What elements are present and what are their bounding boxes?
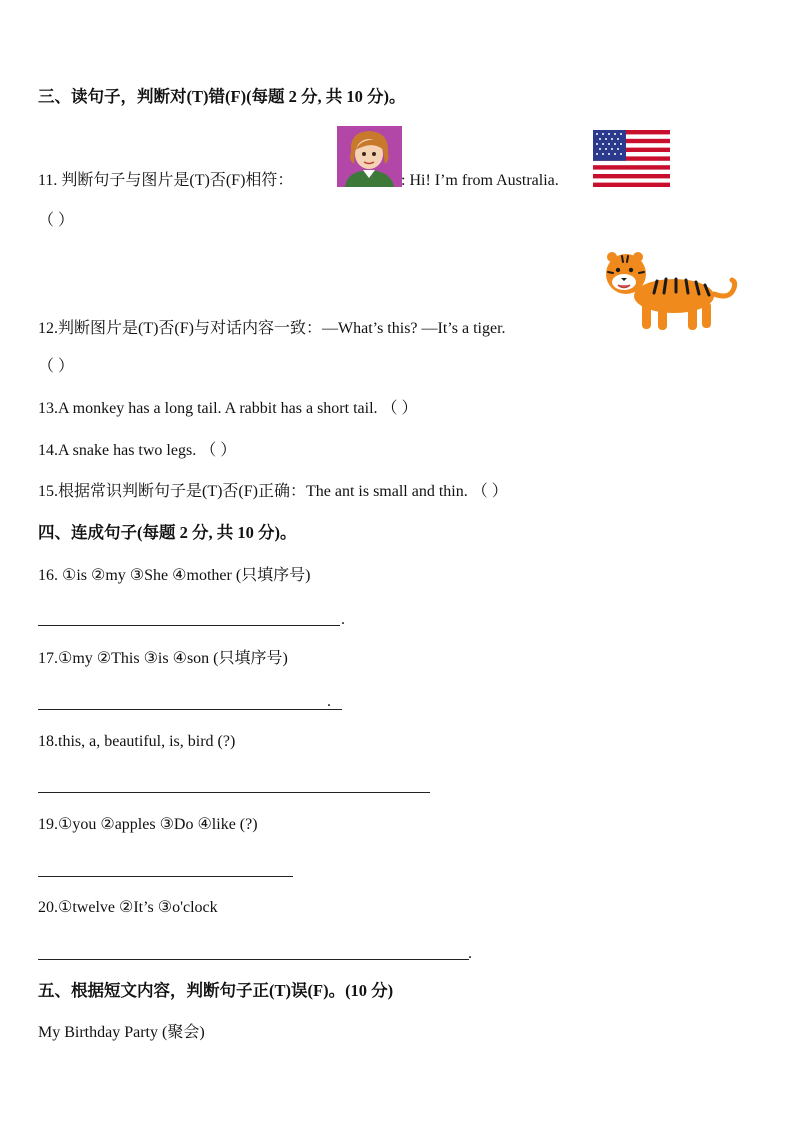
question-19-answer-line[interactable] bbox=[38, 875, 293, 877]
tiger-image bbox=[602, 248, 740, 334]
question-16-period: . bbox=[341, 611, 345, 628]
question-18: 18.this, a, beautiful, is, bird (?) bbox=[38, 733, 236, 750]
question-19: 19.①you ②apples ③Do ④like (?) bbox=[38, 816, 258, 833]
question-14: 14.A snake has two legs. （ ） bbox=[38, 442, 237, 459]
question-17-period: . bbox=[327, 693, 331, 710]
question-17: 17.①my ②This ③is ④son (只填序号) bbox=[38, 650, 288, 667]
usa-flag-image bbox=[593, 130, 670, 187]
question-20: 20.①twelve ②It’s ③o'clock bbox=[38, 899, 218, 916]
question-16-answer-line[interactable] bbox=[38, 624, 340, 626]
section-5-title: 五、根据短文内容，判断句子正(T)误(F)。(10 分) bbox=[38, 981, 394, 1000]
question-15: 15.根据常识判断句子是(T)否(F)正确：The ant is small and thin. （ ） bbox=[38, 483, 508, 500]
question-20-answer-line[interactable] bbox=[38, 958, 469, 960]
question-11-sentence: : Hi! I’m from Australia. bbox=[401, 172, 559, 189]
question-11-answer-blank[interactable]: （ ） bbox=[38, 212, 75, 229]
question-17-answer-line[interactable] bbox=[38, 708, 342, 710]
passage-title: My Birthday Party (聚会) bbox=[38, 1024, 205, 1041]
girl-portrait-image bbox=[337, 126, 402, 187]
question-20-period: . bbox=[468, 945, 472, 962]
question-16: 16. ①is ②my ③She ④mother (只填序号) bbox=[38, 567, 311, 584]
section-3-title: 三、读句子，判断对(T)错(F)(每题 2 分, 共 10 分)。 bbox=[38, 87, 406, 106]
question-13: 13.A monkey has a long tail. A rabbit has a short tail. （ ） bbox=[38, 400, 418, 417]
question-18-answer-line[interactable] bbox=[38, 791, 430, 793]
question-11 bbox=[38, 171, 293, 191]
question-12-answer-blank[interactable]: （ ） bbox=[38, 358, 75, 375]
question-11-prompt: 11. 判断句子与图片是(T)否(F)相符： bbox=[38, 172, 294, 189]
question-12: 12.判断图片是(T)否(F)与对话内容一致：—What’s this? —It’s a tiger. bbox=[38, 320, 506, 337]
section-4-title: 四、连成句子(每题 2 分, 共 10 分)。 bbox=[38, 523, 297, 542]
